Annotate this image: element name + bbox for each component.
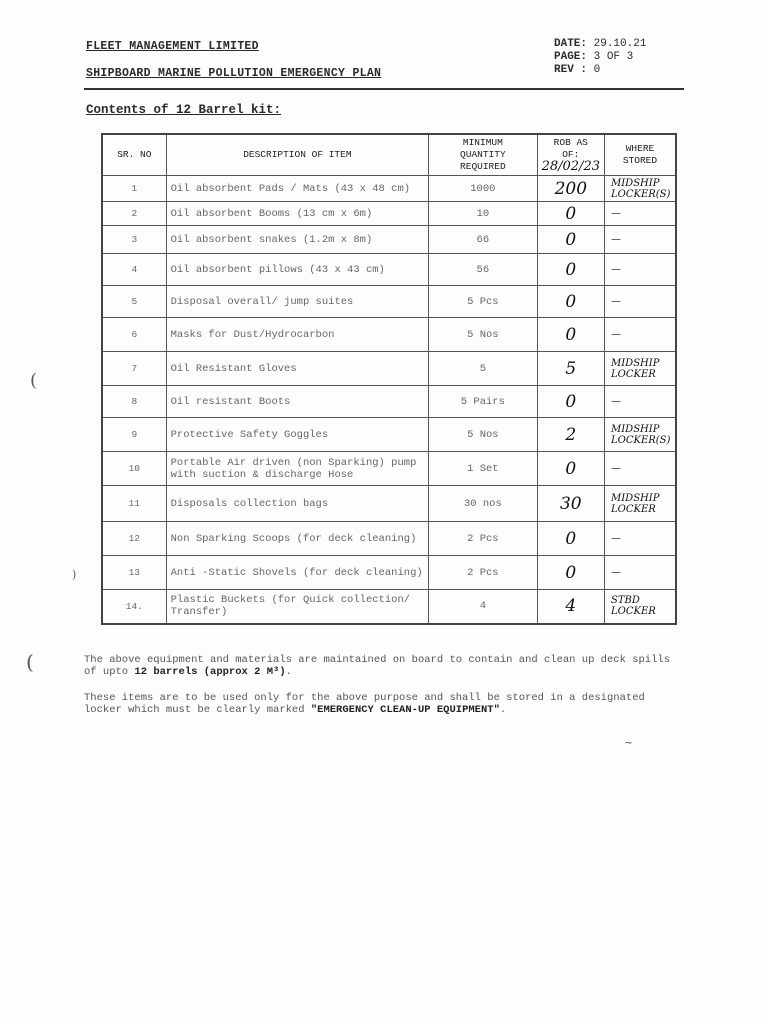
row-min-quantity: 66 bbox=[429, 226, 537, 254]
header-rob-date: 28/02/23 bbox=[541, 159, 600, 174]
table-row bbox=[102, 318, 676, 352]
para1-end: . bbox=[285, 666, 292, 678]
row-description: Disposals collection bags bbox=[166, 486, 429, 522]
page-label: PAGE: bbox=[554, 51, 588, 63]
para2-bold: "EMERGENCY CLEAN-UP EQUIPMENT" bbox=[310, 704, 500, 716]
row-where-stored: — bbox=[604, 386, 676, 418]
header-sr-no: SR. NO bbox=[102, 134, 166, 176]
row-where-stored: — bbox=[604, 202, 676, 226]
row-where-stored: — bbox=[604, 286, 676, 318]
header-qty-line2: QUANTITY bbox=[460, 149, 506, 160]
date-line bbox=[554, 38, 646, 51]
row-sr-no: 6 bbox=[102, 318, 166, 352]
row-sr-no: 4 bbox=[102, 254, 166, 286]
row-rob-count: 4 bbox=[537, 590, 604, 624]
table-row bbox=[102, 286, 676, 318]
row-min-quantity: 10 bbox=[429, 202, 537, 226]
row-min-quantity: 4 bbox=[429, 590, 537, 624]
company-name: FLEET MANAGEMENT LIMITED bbox=[86, 40, 259, 53]
row-sr-no: 1 bbox=[102, 176, 166, 202]
header-min-quantity bbox=[429, 134, 537, 176]
row-min-quantity: 2 Pcs bbox=[429, 522, 537, 556]
table-row bbox=[102, 202, 676, 226]
table-row bbox=[102, 486, 676, 522]
row-min-quantity: 5 Nos bbox=[429, 318, 537, 352]
header-where-stored bbox=[604, 134, 676, 176]
contents-title: Contents of 12 Barrel kit: bbox=[86, 103, 282, 117]
table-row bbox=[102, 590, 676, 624]
header-rule bbox=[84, 88, 684, 90]
row-where-stored: — bbox=[604, 226, 676, 254]
table-row bbox=[102, 254, 676, 286]
scan-mark: ( bbox=[26, 650, 34, 674]
row-description: Oil absorbent Booms (13 cm x 6m) bbox=[166, 202, 429, 226]
row-where-stored: — bbox=[604, 254, 676, 286]
row-min-quantity: 1 Set bbox=[429, 452, 537, 486]
row-description: Portable Air driven (non Sparking) pump with suction & discharge Hose bbox=[166, 452, 429, 486]
row-sr-no: 5 bbox=[102, 286, 166, 318]
row-rob-count: 30 bbox=[537, 486, 604, 522]
row-where-stored: — bbox=[604, 318, 676, 352]
table-row bbox=[102, 452, 676, 486]
row-rob-count: 0 bbox=[537, 556, 604, 590]
row-sr-no: 9 bbox=[102, 418, 166, 452]
header-where-line1: WHERE bbox=[625, 143, 655, 154]
para1-text: The above equipment and materials are maintained on board to contain and clean up deck spills of upto bbox=[84, 654, 670, 678]
row-min-quantity: 2 Pcs bbox=[429, 556, 537, 590]
scan-mark: ( bbox=[30, 370, 38, 391]
row-description: Protective Safety Goggles bbox=[166, 418, 429, 452]
row-sr-no: 8 bbox=[102, 386, 166, 418]
header-qty-line1: MINIMUM bbox=[462, 137, 503, 148]
row-description: Oil resistant Boots bbox=[166, 386, 429, 418]
row-rob-count: 0 bbox=[537, 286, 604, 318]
row-rob-count: 0 bbox=[537, 452, 604, 486]
table-row bbox=[102, 418, 676, 452]
row-where-stored: — bbox=[604, 522, 676, 556]
row-description: Oil absorbent snakes (1.2m x 8m) bbox=[166, 226, 429, 254]
document-header bbox=[86, 40, 381, 80]
page-line bbox=[554, 51, 646, 64]
table-row bbox=[102, 226, 676, 254]
document-meta bbox=[554, 38, 646, 77]
date-label: DATE: bbox=[554, 38, 588, 50]
row-rob-count: 200 bbox=[537, 176, 604, 202]
table-row bbox=[102, 352, 676, 386]
row-description: Non Sparking Scoops (for deck cleaning) bbox=[166, 522, 429, 556]
header-rob-line1: ROB AS bbox=[553, 137, 588, 148]
paragraph-capacity bbox=[84, 654, 684, 678]
row-min-quantity: 5 Pcs bbox=[429, 286, 537, 318]
row-sr-no: 11 bbox=[102, 486, 166, 522]
table-row bbox=[102, 386, 676, 418]
para1-bold: 12 barrels (approx 2 M³) bbox=[134, 666, 286, 678]
row-min-quantity: 5 bbox=[429, 352, 537, 386]
row-description: Disposal overall/ jump suites bbox=[166, 286, 429, 318]
row-rob-count: 0 bbox=[537, 522, 604, 556]
rev-value: 0 bbox=[593, 64, 601, 76]
row-min-quantity: 30 nos bbox=[429, 486, 537, 522]
row-sr-no: 12 bbox=[102, 522, 166, 556]
header-where-line2: STORED bbox=[622, 155, 658, 166]
table-row bbox=[102, 556, 676, 590]
table-row bbox=[102, 176, 676, 202]
row-sr-no: 10 bbox=[102, 452, 166, 486]
row-min-quantity: 56 bbox=[429, 254, 537, 286]
row-description: Oil Resistant Gloves bbox=[166, 352, 429, 386]
row-sr-no: 13 bbox=[102, 556, 166, 590]
row-rob-count: 0 bbox=[537, 318, 604, 352]
row-description: Masks for Dust/Hydrocarbon bbox=[166, 318, 429, 352]
row-rob-count: 5 bbox=[537, 352, 604, 386]
row-min-quantity: 5 Nos bbox=[429, 418, 537, 452]
scan-mark: ) bbox=[72, 568, 77, 581]
barrel-kit-table bbox=[101, 133, 677, 625]
row-where-stored: MIDSHIP LOCKER(S) bbox=[604, 176, 676, 202]
para2-end: . bbox=[499, 704, 507, 716]
para2-text: These items are to be used only for the above purpose and shall be stored in a designated locker which must be clearly marked bbox=[84, 692, 645, 716]
table-row bbox=[102, 522, 676, 556]
table-body bbox=[102, 176, 676, 624]
row-rob-count: 2 bbox=[537, 418, 604, 452]
paragraph-usage bbox=[84, 692, 684, 716]
row-where-stored: STBD LOCKER bbox=[604, 590, 676, 624]
page-value: 3 OF 3 bbox=[593, 51, 634, 63]
row-min-quantity: 5 Pairs bbox=[429, 386, 537, 418]
scan-mark: ~ bbox=[624, 736, 634, 749]
row-sr-no: 3 bbox=[102, 226, 166, 254]
row-where-stored: — bbox=[604, 452, 676, 486]
header-qty-line3: REQUIRED bbox=[460, 161, 506, 172]
rev-line bbox=[554, 64, 646, 77]
row-description: Oil absorbent pillows (43 x 43 cm) bbox=[166, 254, 429, 286]
plan-title: SHIPBOARD MARINE POLLUTION EMERGENCY PLAN bbox=[86, 67, 382, 80]
row-sr-no: 14. bbox=[102, 590, 166, 624]
header-description: DESCRIPTION OF ITEM bbox=[166, 134, 429, 176]
row-description: Oil absorbent Pads / Mats (43 x 48 cm) bbox=[166, 176, 429, 202]
row-rob-count: 0 bbox=[537, 226, 604, 254]
date-value: 29.10.21 bbox=[593, 38, 647, 50]
row-rob-count: 0 bbox=[537, 254, 604, 286]
row-sr-no: 7 bbox=[102, 352, 166, 386]
row-description: Anti -Static Shovels (for deck cleaning) bbox=[166, 556, 429, 590]
table-header-row bbox=[102, 134, 676, 176]
header-rob bbox=[537, 134, 604, 176]
row-where-stored: MIDSHIP LOCKER(S) bbox=[604, 418, 676, 452]
row-where-stored: MIDSHIP LOCKER bbox=[604, 352, 676, 386]
row-where-stored: — bbox=[604, 556, 676, 590]
row-rob-count: 0 bbox=[537, 386, 604, 418]
row-where-stored: MIDSHIP LOCKER bbox=[604, 486, 676, 522]
row-rob-count: 0 bbox=[537, 202, 604, 226]
row-sr-no: 2 bbox=[102, 202, 166, 226]
row-min-quantity: 1000 bbox=[429, 176, 537, 202]
header-rob-line2: OF: bbox=[562, 149, 580, 160]
row-description: Plastic Buckets (for Quick collection/ Transfer) bbox=[166, 590, 429, 624]
rev-label: REV : bbox=[554, 64, 588, 76]
